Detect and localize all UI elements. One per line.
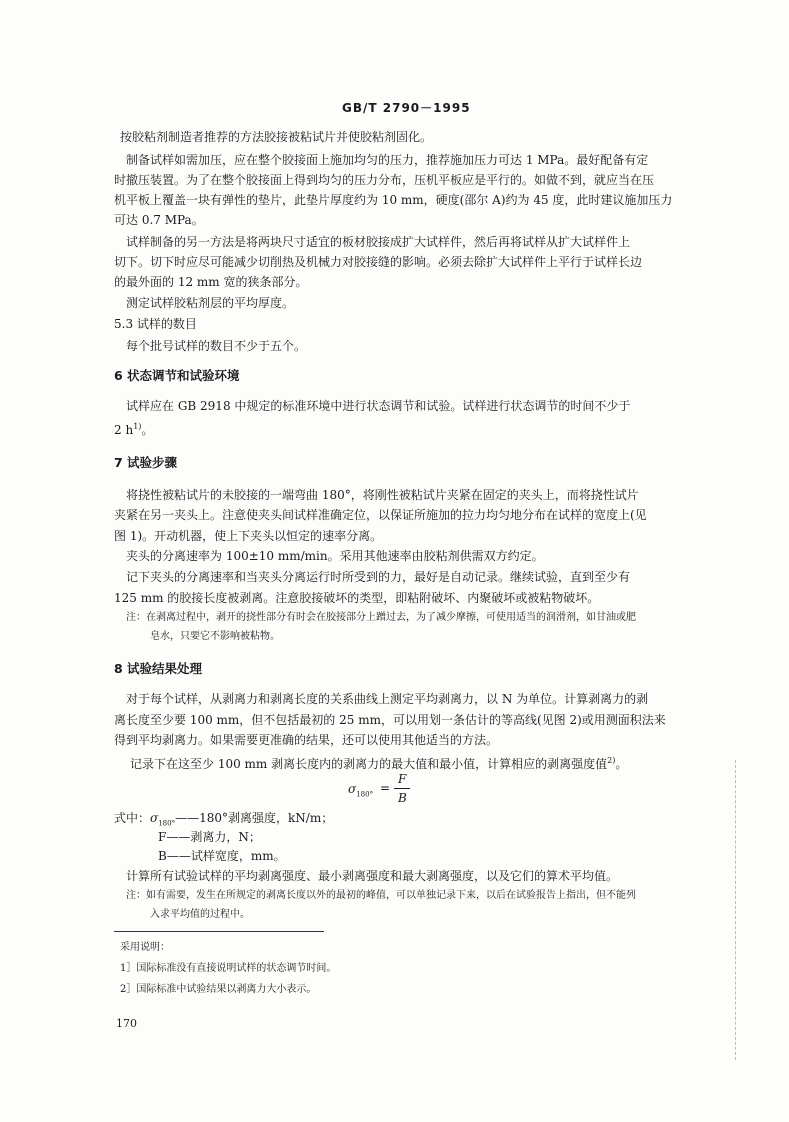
definition-line: F——剥离力，N； <box>158 830 261 844</box>
paragraph-line: 得到平均剥离力。如果需要更准确的结果，还可以使用其他适当的方法。 <box>114 733 499 747</box>
footnote-title: 采用说明： <box>120 942 170 953</box>
section-heading-8: 8 试验结果处理 <box>114 661 203 676</box>
footnote-divider <box>114 931 324 932</box>
note-line: 入求平均值的过程中。 <box>150 909 250 920</box>
note-line: 注：如有需要，发生在所规定的剥离长度以外的最初的峰值，可以单独记录下来，以后在试验报告上指出，但不能列 <box>126 890 636 901</box>
paragraph-line: 记录下在这至少 100 mm 剥离长度内的剥离力的最大值和最小值，计算相应的剥离强度值$^{2)}$。 <box>130 756 628 771</box>
paragraph-line: 试样制备的另一方法是将两块尺寸适宜的板材胶接成扩大试样件，然后再将试样从扩大试样件上 <box>126 235 631 249</box>
paragraph-line: 2 $h^{1)}$。 <box>114 422 154 437</box>
paragraph: 每个批号试样的数目不少于五个。 <box>126 339 307 353</box>
fraction-bar <box>394 788 410 789</box>
paragraph-line: 图 1)。开动机器，使上下夹头以恒定的速率分离。 <box>114 529 383 543</box>
paragraph-line: 对于每个试样，从剥离力和剥离长度的关系曲线上测定平均剥离力，以 N 为单位。计算剥离力的剥 <box>126 692 649 706</box>
paragraph-line: 时撤压装置。为了在整个胶接面上得到均匀的压力分布，压机平板应是平行的。如做不到，就应当在压 <box>114 173 655 187</box>
section-heading-6: 6 状态调节和试验环境 <box>114 368 240 383</box>
paragraph-line: 制备试样如需加压，应在整个胶接面上施加均匀的压力，推荐施加压力可达 1 MPa。最好配备有定 <box>126 153 649 167</box>
page-number: 170 <box>116 1017 137 1030</box>
formula-lhs: $\sigma_{180^\circ}$ <box>348 782 374 799</box>
note-line: 注：在剥离过程中，剥开的挠性部分有时会在胶接部分上蹭过去，为了减少摩擦，可使用适当的润滑剂，如甘油或肥 <box>126 612 636 623</box>
paragraph: 测定试样胶粘剂层的平均厚度。 <box>126 296 295 310</box>
definition-line: B——试样宽度，mm。 <box>158 849 286 863</box>
footnote: 1］国际标准没有直接说明试样的状态调节时间。 <box>120 963 337 974</box>
standard-number-header: GB/T 2790－1995 <box>342 101 471 115</box>
paragraph-line: 机平板上覆盖一块有弹性的垫片，此垫片厚度约为 10 mm，硬度(邵尔 A)约为 45 度，此时建议施加压力 <box>114 193 673 207</box>
section-heading-5-3: 5.3 试样的数目 <box>114 317 197 331</box>
paragraph: 计算所有试验试样的平均剥离强度、最小剥离强度和最大剥离强度，以及它们的算术平均值。 <box>126 869 619 883</box>
paragraph-line: 夹紧在另一夹头上。注意使夹头间试样准确定位，以保证所施加的拉力均匀地分布在试样的宽度上(见 <box>114 508 647 522</box>
note-line: 皂水，只要它不影响被粘物。 <box>150 631 280 642</box>
paragraph-line: 可达 0.7 MPa。 <box>114 213 204 227</box>
formula-equals: = <box>380 781 391 795</box>
paragraph: 按胶粘剂制造者推荐的方法胶接被粘试片并使胶粘剂固化。 <box>120 130 433 144</box>
paragraph-line: 试样应在 GB 2918 中规定的标准环境中进行状态调节和试验。试样进行状态调节的时间不少于 <box>126 399 631 413</box>
section-heading-7: 7 试验步骤 <box>114 455 178 470</box>
paragraph-line: 的最外面的 12 mm 宽的狭条部分。 <box>114 275 308 289</box>
formula-denominator: B <box>398 791 407 805</box>
paragraph-line: 记下夹头的分离速率和当夹头分离运行时所受到的力，最好是自动记录。继续试验，直到至少有 <box>126 570 631 584</box>
footnote: 2］国际标准中试验结果以剥离力大小表示。 <box>120 984 317 995</box>
paragraph-line: 切下。切下时应尽可能减少切削热及机械力对胶接缝的影响。必须去除扩大试样件上平行于试样长边 <box>114 255 643 269</box>
paragraph-line: 离长度至少要 100 mm，但不包括最初的 25 mm，可以用划一条估计的等高线(见图 2)或用测面积法来 <box>114 713 666 727</box>
where-clause: 式中：$\sigma_{180^\circ}——180^\circ$剥离强度，kN/m； <box>114 811 334 828</box>
scan-edge <box>735 760 736 1060</box>
paragraph-line: 将挠性被粘试片的未胶接的一端弯曲 180°，将刚性被粘试片夹紧在固定的夹头上，而将挠性试片 <box>126 488 639 502</box>
footnote-ref: 1) <box>133 422 142 431</box>
formula-numerator: F <box>398 772 407 786</box>
paragraph-line: 125 mm 的胶接长度被剥离。注意胶接破坏的类型，即粘附破坏、内聚破坏或被粘物破坏。 <box>114 591 600 605</box>
paragraph: 夹头的分离速率为 100±10 mm/min。采用其他速率由胶粘剂供需双方约定。 <box>126 549 544 563</box>
footnote-ref: 2) <box>607 756 616 765</box>
